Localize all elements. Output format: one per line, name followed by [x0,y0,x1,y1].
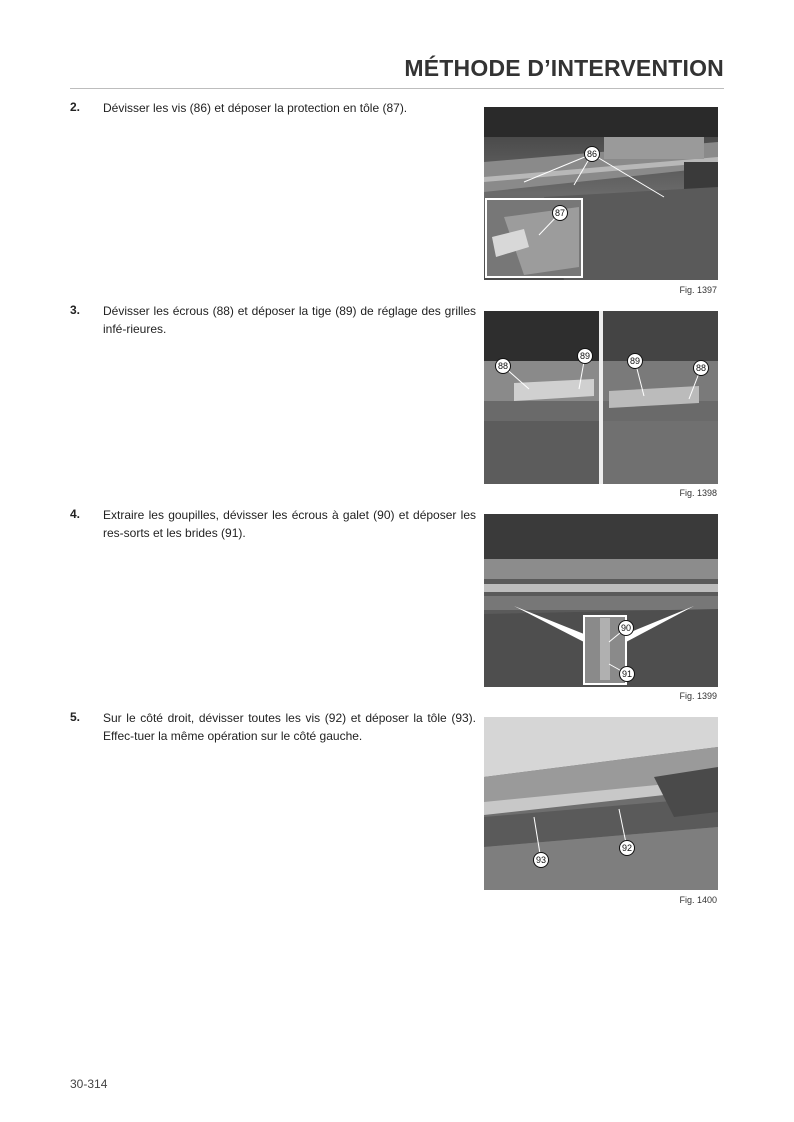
step-text: Extraire les goupilles, dévisser les écrous à galet (90) et déposer les res-sorts et les brides (91). [103,508,476,540]
figure-photo [484,107,718,280]
figure-caption: Fig. 1399 [679,691,717,701]
callout-label: 91 [621,669,633,679]
figure-photo [484,717,718,890]
callout-label: 89 [629,356,641,366]
figure-caption: Fig. 1400 [679,895,717,905]
callout-label: 86 [586,149,598,159]
callout-label: 92 [621,843,633,853]
callout-label: 88 [695,363,707,373]
page-title: MÉTHODE D’INTERVENTION [404,55,724,81]
figure-caption: Fig. 1398 [679,488,717,498]
callout-label: 87 [554,208,566,218]
step-text: Dévisser les écrous (88) et déposer la tige (89) de réglage des grilles infé-rieures. [103,304,476,336]
step-number: 5. [70,710,81,724]
step-number: 4. [70,507,81,521]
step-number: 3. [70,303,81,317]
step-text: Dévisser les vis (86) et déposer la protection en tôle (87). [103,101,408,115]
page-number: 30-314 [70,1077,108,1091]
callout-label: 88 [497,361,509,371]
figure-photo [484,514,718,687]
figure-photo [484,311,718,484]
step-text: Sur le côté droit, dévisser toutes les vis (92) et déposer la tôle (93). Effec-tuer la même opération sur le côté gauche. [103,711,476,743]
header-divider [70,88,724,89]
step-number: 2. [70,100,81,114]
callout-label: 93 [535,855,547,865]
callout-label: 90 [620,623,632,633]
callout-label: 89 [579,351,591,361]
figure-caption: Fig. 1397 [679,285,717,295]
